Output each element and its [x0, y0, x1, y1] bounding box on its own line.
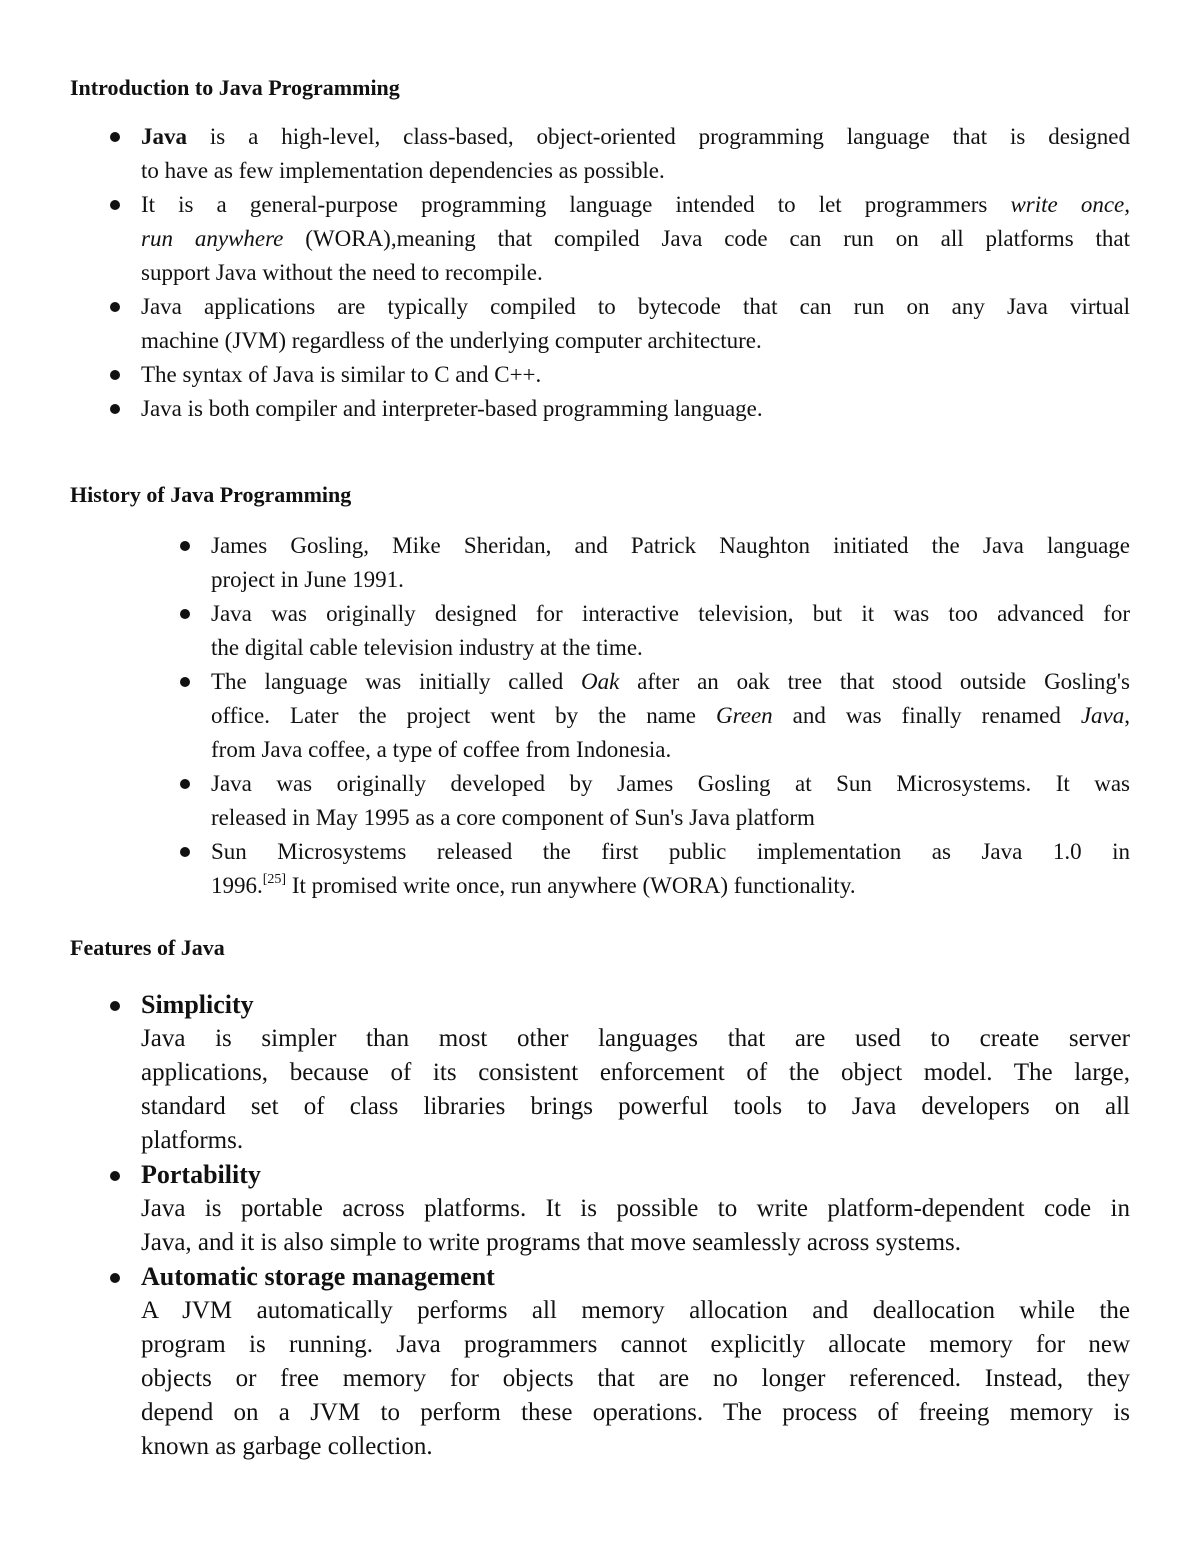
text-line: project in June 1991.	[211, 567, 404, 592]
list-item	[108, 1158, 1130, 1260]
text-span: (WORA),meaning that compiled Java code can run on all platforms that	[283, 226, 1130, 251]
text-line: The syntax of Java is similar to C and C++.	[141, 362, 542, 387]
text-span: It promised write once, run anywhere (WORA) functionality.	[286, 873, 856, 898]
italic-span: write once,	[1010, 192, 1130, 217]
text-line: to have as few implementation dependencies as possible.	[141, 158, 665, 183]
italic-span: Java	[1080, 703, 1125, 728]
java-bold-term: Java	[141, 124, 187, 149]
text-span: It is a general-purpose programming language intended to let programmers	[141, 192, 1011, 217]
italic-span: run anywhere	[141, 226, 284, 251]
text-line: from Java coffee, a type of coffee from Indonesia.	[211, 737, 672, 762]
list-item	[108, 988, 1130, 1158]
list-item	[108, 1260, 1130, 1464]
text-line	[141, 188, 1130, 222]
feature-title: Automatic storage management	[141, 1262, 495, 1291]
text-span: office. Later the project went by the name	[211, 703, 717, 728]
text-line	[211, 869, 1130, 903]
list-item	[178, 597, 1130, 665]
list-item	[178, 835, 1130, 903]
bullet-icon	[110, 370, 120, 380]
list-item	[108, 358, 1130, 392]
text-line: Java, and it is also simple to write programs that move seamlessly across systems.	[141, 1229, 961, 1256]
bullet-icon	[180, 609, 190, 619]
text-line	[141, 222, 1130, 256]
intro-heading: Introduction to Java Programming	[70, 75, 400, 100]
features-heading: Features of Java	[70, 935, 225, 960]
text-line: depend on a JVM to perform these operations. The process of freeing memory is	[141, 1399, 1130, 1426]
bullet-icon	[110, 1171, 120, 1181]
bullet-icon	[110, 404, 120, 414]
text-line: Java is simpler than most other languages that are used to create server	[141, 1025, 1130, 1052]
bullet-icon	[180, 847, 190, 857]
text-line: the digital cable television industry at the time.	[211, 635, 643, 660]
bullet-icon	[110, 1001, 120, 1011]
text-line	[141, 120, 1130, 154]
text-span: ,	[1124, 703, 1131, 728]
bullet-icon	[110, 302, 120, 312]
list-item	[178, 665, 1130, 767]
list-item	[108, 188, 1130, 290]
text-line	[211, 699, 1130, 733]
text-line: support Java without the need to recompile.	[141, 260, 543, 285]
history-bullet-list	[178, 529, 1130, 903]
text-span: after an oak tree that stood outside Gosling's	[619, 669, 1131, 694]
text-line: released in May 1995 as a core component of Sun's Java platform	[211, 805, 815, 830]
text-line: Java is both compiler and interpreter-based programming language.	[141, 396, 763, 421]
list-item	[178, 767, 1130, 835]
text-span: The language was initially called	[211, 669, 582, 694]
text-line: applications, because of its consistent enforcement of the object model. The large,	[141, 1059, 1130, 1086]
text-line	[211, 665, 1130, 699]
text-line: program is running. Java programmers cannot explicitly allocate memory for new	[141, 1331, 1130, 1358]
list-item	[108, 120, 1130, 188]
feature-title: Simplicity	[141, 990, 254, 1019]
text-line: objects or free memory for objects that are no longer referenced. Instead, they	[141, 1365, 1130, 1392]
text-line: Java applications are typically compiled to bytecode that can run on any Java virtual	[141, 294, 1130, 319]
bullet-icon	[180, 677, 190, 687]
text-line: platforms.	[141, 1127, 244, 1154]
text-line: Sun Microsystems released the first public implementation as Java 1.0 in	[211, 839, 1130, 864]
text-line: Java was originally developed by James Gosling at Sun Microsystems. It was	[211, 771, 1130, 796]
text-line: Java was originally designed for interactive television, but it was too advanced for	[211, 601, 1130, 626]
bullet-icon	[110, 200, 120, 210]
text-span: 1996.	[211, 873, 263, 898]
list-item	[178, 529, 1130, 597]
citation-link[interactable]: [25]	[262, 872, 287, 887]
bullet-icon	[180, 541, 190, 551]
list-item	[108, 392, 1130, 426]
text-line: known as garbage collection.	[141, 1433, 433, 1460]
italic-span: Oak	[581, 669, 620, 694]
feature-title: Portability	[141, 1160, 261, 1189]
text-line: standard set of class libraries brings powerful tools to Java developers on all	[141, 1093, 1130, 1120]
text-span: and was finally renamed	[772, 703, 1081, 728]
text-line: A JVM automatically performs all memory allocation and deallocation while the	[141, 1297, 1130, 1324]
bullet-icon	[180, 779, 190, 789]
bullet-icon	[110, 1273, 120, 1283]
text-line: James Gosling, Mike Sheridan, and Patrick Naughton initiated the Java language	[211, 533, 1130, 558]
text-line: Java is portable across platforms. It is possible to write platform-dependent code in	[141, 1195, 1130, 1222]
intro-bullet-list	[108, 120, 1130, 426]
bullet-icon	[110, 132, 120, 142]
features-bullet-list	[108, 988, 1130, 1464]
history-heading: History of Java Programming	[70, 482, 352, 507]
list-item	[108, 290, 1130, 358]
text-span: is a high-level, class-based, object-oriented programming language that is designed	[187, 124, 1130, 149]
text-line: machine (JVM) regardless of the underlying computer architecture.	[141, 328, 762, 353]
italic-span: Green	[716, 703, 773, 728]
